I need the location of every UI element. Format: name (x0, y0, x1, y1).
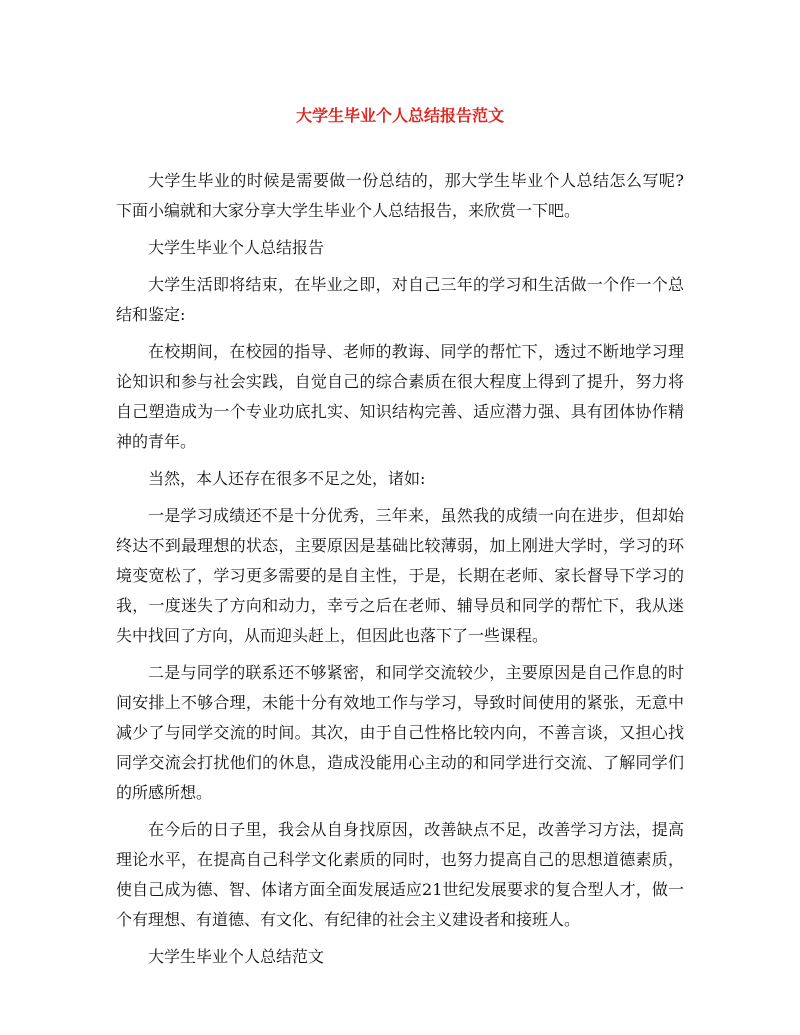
paragraph-campus-period: 在校期间，在校园的指导、老师的教诲、同学的帮忙下，透过不断地学习理论知识和参与社会实践，自觉自己的综合素质在很大程度上得到了提升，努力将自己塑造成为一个专业功底扎实、知识结构完善、适应潜力强、具有团体协作精神的青年。 (116, 342, 684, 451)
paragraph-intro: 大学生毕业的时候是需要做一份总结的，那大学生毕业个人总结怎么写呢?下面小编就和大家分享大学生毕业个人总结报告，来欣赏一下吧。 (116, 171, 684, 220)
paragraph-subheading-sample: 大学生毕业个人总结范文 (148, 947, 325, 966)
paragraph-shortcoming-two: 二是与同学的联系还不够紧密，和同学交流较少，主要原因是自己作息的时间安排上不够合理，未能十分有效地工作与学习，导致时间使用的紧张，无意中减少了与同学交流的时间。其次，由于自己性格比较内向，不善言谈，又担心找同学交流会打扰他们的休息，造成没能用心主动的和同学进行交流、了解同学们的所感所想。 (116, 663, 684, 802)
document-body (116, 166, 684, 979)
paragraph-shortcoming-one: 一是学习成绩还不是十分优秀，三年来，虽然我的成绩一向在进步，但却始终达不到最理想的状态，主要原因是基础比较薄弱，加上刚进大学时，学习的环境变宽松了，学习更多需要的是自主性，于是，长期在老师、家长督导下学习的我，一度迷失了方向和动力，幸亏之后在老师、辅导员和同学的帮忙下，我从迷失中找回了方向，从而迎头赶上，但因此也落下了一些课程。 (116, 506, 684, 645)
document-title: 大学生毕业个人总结报告范文 (295, 106, 504, 125)
paragraph-shortcomings-intro: 当然，本人还存在很多不足之处，诸如: (148, 469, 426, 488)
paragraph-subheading-report: 大学生毕业个人总结报告 (148, 238, 325, 257)
paragraph-opening: 大学生活即将结束，在毕业之即，对自己三年的学习和生活做一个作一个总结和鉴定: (116, 275, 684, 324)
paragraph-future-plan: 在今后的日子里，我会从自身找原因，改善缺点不足，改善学习方法，提高理论水平，在提高自己科学文化素质的同时，也努力提高自己的思想道德素质，使自己成为德、智、体诸方面全面发展适应21世纪发展要求的复合型人才，做一个有理想、有道德、有文化、有纪律的社会主义建设者和接班人。 (116, 820, 684, 929)
